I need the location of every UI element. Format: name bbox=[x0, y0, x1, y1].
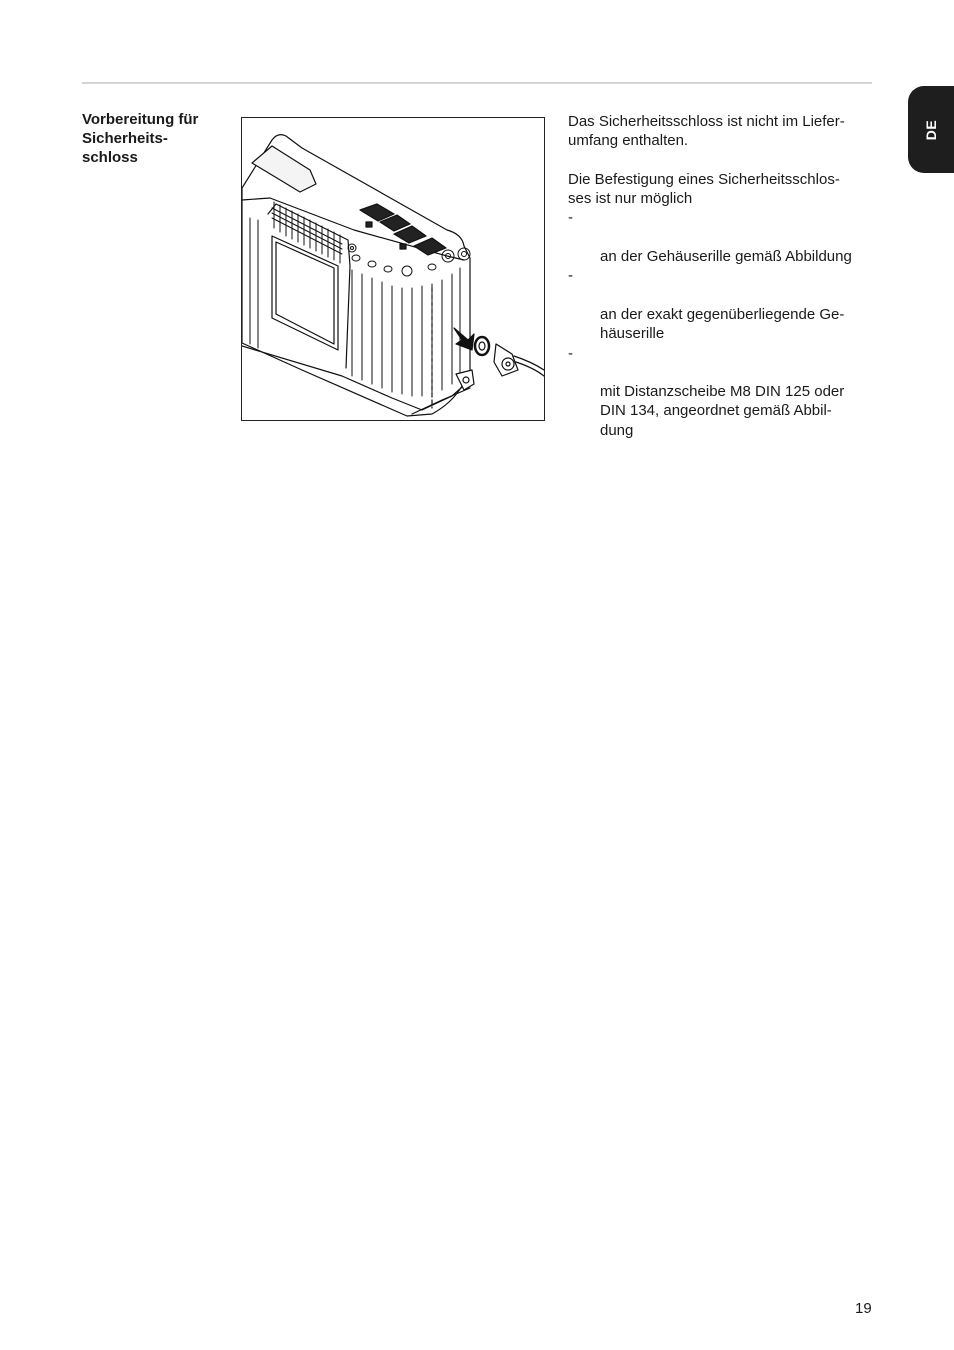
list-item bbox=[568, 266, 878, 343]
list-bullet: - bbox=[568, 267, 573, 285]
page-number: 19 bbox=[855, 1300, 872, 1317]
header-rule bbox=[82, 82, 872, 84]
section-title: Vorbereitung für Sicherheits- schloss bbox=[82, 111, 199, 166]
list-item bbox=[568, 208, 878, 266]
list-bullet: - bbox=[568, 344, 573, 362]
language-tab-label: DE bbox=[923, 119, 939, 140]
paragraph-mounting: Die Befestigung eines Sicherheitsschlos- ses ist nur möglich bbox=[568, 170, 840, 208]
list-bullet: - bbox=[568, 209, 573, 227]
body-text bbox=[568, 112, 878, 440]
list-item-text: an der Gehäuserille gemäß Abbildung bbox=[600, 248, 852, 266]
list-item bbox=[568, 344, 878, 440]
mounting-options-list bbox=[568, 208, 878, 440]
language-tab bbox=[908, 86, 954, 173]
list-item-text: mit Distanzscheibe M8 DIN 125 oder DIN 134, angeordnet gemäß Abbil- dung bbox=[600, 383, 845, 439]
list-item-text: an der exakt gegenüberliegende Ge- häuserille bbox=[600, 305, 845, 343]
device-illustration bbox=[241, 117, 545, 421]
paragraph-delivery: Das Sicherheitsschloss ist nicht im Liefer- umfang enthalten. bbox=[568, 113, 845, 150]
paragraph-gap bbox=[568, 151, 878, 170]
